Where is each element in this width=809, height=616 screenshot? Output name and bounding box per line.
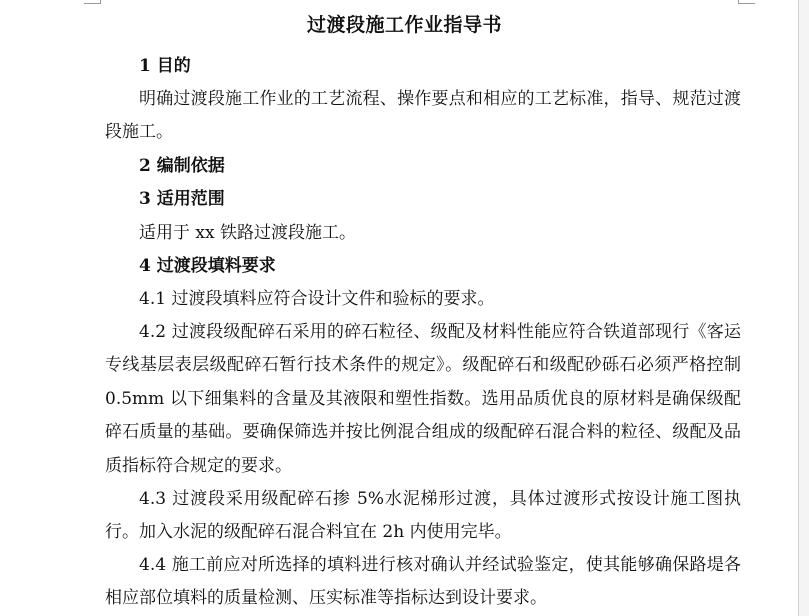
document-title: 过渡段施工作业指导书 [306,14,502,36]
section-1-text: 明确过渡段施工作业的工艺流程、操作要点和相应的工艺标准，指导、规范过渡段施工。 [105,89,741,143]
paragraph-4-3: 4.3 过渡段采用级配碎石掺 5%水泥梯形过渡，具体过渡形式按设计施工图执行。加入水泥的级配碎石混合料宜在 2h 内使用完毕。 [105,489,741,543]
section-3-heading: 3 适用范围 [139,189,225,209]
section-3-text: 适用于 xx 铁路过渡段施工。 [139,223,356,243]
section-2-heading: 2 编制依据 [139,156,225,176]
section-4-heading: 4 过渡段填料要求 [139,256,276,276]
page-edge [798,0,809,616]
page-corner-mark-right [738,0,755,4]
paragraph-4-4: 4.4 施工前应对所选择的填料进行核对确认并经试验鉴定，使其能够确保路堤各相应部位填料的质量检测、压实标准等指标达到设计要求。 [105,555,741,609]
page-corner-mark-left [84,0,101,4]
paragraph-4-1: 4.1 过渡段填料应符合设计文件和验标的要求。 [139,289,495,309]
paragraph-4-2: 4.2 过渡段级配碎石采用的碎石粒径、级配及材料性能应符合铁道部现行《客运专线基层表层级配碎石暂行技术条件的规定》。级配碎石和级配砂砾石必须严格控制 0.5mm 以下细集料的含量及其液限和塑性指数。选用品质优良的原材料是确保级配碎石质量的基础。要确保筛选并按比例混合组成的级配碎石混合料的粒径、级配及品质指标符合规定的要求。 [105,322,741,476]
section-1-heading: 1 目的 [139,56,191,76]
